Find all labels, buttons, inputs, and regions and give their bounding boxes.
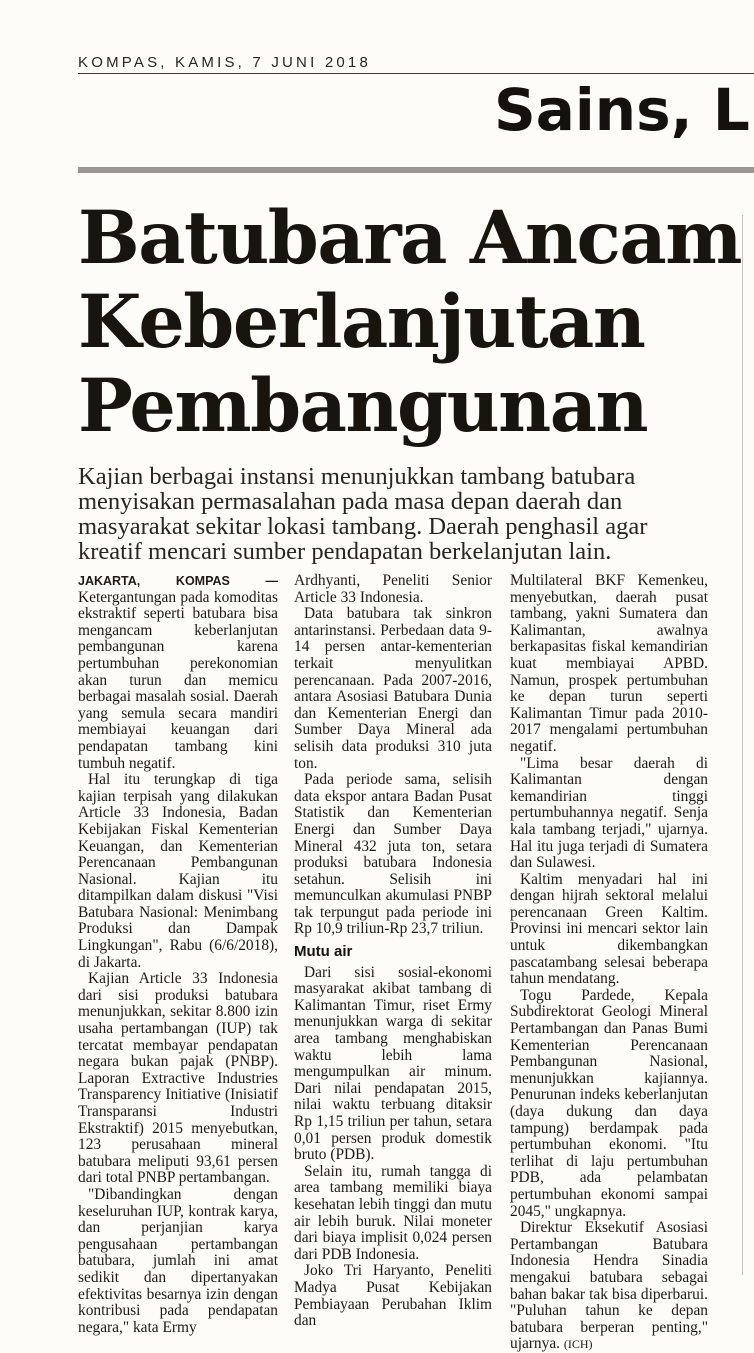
headline-line: Pembangunan <box>78 363 648 449</box>
article-paragraph: "Lima besar daerah di Kalimantan dengan kemandirian tinggi pertumbuhannya negatif. Senja kala tambang terjadi," ujarnya. Hal itu juga terjadi di Sumatera dan Sulawesi. <box>510 754 708 872</box>
section-divider <box>78 167 754 173</box>
deck-line: kreatif mencari sumber pendapatan berkelanjutan lain. <box>78 538 612 565</box>
article-paragraph: Ardhyanti, Peneliti Senior Article 33 Indonesia. <box>294 572 492 606</box>
article-paragraph: Multilateral BKF Kemenkeu, menyebutkan, daerah pusat tambang, yakni Sumatera dan Kalimantan, awalnya berkapasitas fiskal kemandirian kuat membiayai APBD. Namun, prospek pertumbuhan ke depan turun seperti Kalimantan Timur pada 2010-2017 mengalami pertumbuhan negatif. <box>510 572 708 755</box>
article-paragraph: Direktur Eksekutif Asosiasi Pertambangan Batubara Indonesia Hendra Sinadia mengakui batubara sebagai bahan bakar tak bisa diperbarui. "Puluhan tahun ke depan batubara berperan penting," ujarnya. (ICH) <box>510 1219 708 1353</box>
subheading: Mutu air <box>294 943 353 961</box>
article-paragraph: Kaltim menyadari hal ini dengan hijrah sektoral melalui perencanaan Green Kaltim. Provinsi ini mencari sektor lain untuk dikembangkan pascatambang selesai beberapa tahun mendatang. <box>510 870 708 988</box>
byline: (ICH) <box>563 1337 593 1352</box>
column-rule <box>742 215 743 1275</box>
article-paragraph: JAKARTA, KOMPAS — Ketergantungan pada komoditas ekstraktif seperti batubara bisa mengancam keberlanjutan pembangunan karena pertumbuhan perekonomian akan turun dan memicu berbagai masalah sosial. Daerah yang semula secara mandiri membiayai keuangan dari pendapatan tambang kini tumbuh negatif. <box>78 574 278 772</box>
article-column-1 <box>78 573 278 1336</box>
article-paragraph: Pada periode sama, selisih data ekspor antara Badan Pusat Statistik dan Kementerian Energi dan Sumber Daya Mineral 432 juta ton, setara produksi batubara Indonesia setahun. Selisih ini memunculkan akumulasi PNBP tak terpungut pada periode ini Rp 10,9 triliun-Rp 23,7 triliun. <box>294 771 492 938</box>
article-paragraph: Dari sisi sosial-ekonomi masyarakat akibat tambang di Kalimantan Timur, riset Ermy menunjukkan warga di sekitar area tambang menghabiskan waktu lebih lama mengumpulkan air minum. Dari nilai pendapatan 2015, nilai waktu terbuang ditaksir Rp 1,15 triliun per tahun, setara 0,01 persen produk domestik bruto (PDB). <box>294 963 492 1164</box>
dateline: JAKARTA, KOMPAS — <box>78 574 278 588</box>
deck-summary <box>78 464 728 564</box>
deck-line: Kajian berbagai instansi menunjukkan tambang batubara <box>78 463 636 490</box>
article-paragraph: Togu Pardede, Kepala Subdirektorat Geologi Mineral Pertambangan dan Panas Bumi Kementerian Perencanaan Pembangunan Nasional, menunjukkan kajiannya. Penurunan indeks keberlanjutan (daya dukung dan daya tampung) berdampak pada pertumbuhan ekonomi. "Itu terlihat di laju pertumbuhan PDB, ada pelambatan pertumbuhan ekonomi sampai 2045," ungkapnya. <box>510 986 708 1220</box>
article-paragraph: "Dibandingkan dengan keseluruhan IUP, kontrak karya, dan perjanjian karya pengusahaan pertambangan batubara, jumlah ini amat sedikit dan dipertanyakan efektivitas besarnya izin dengan kontribusi pada pendapatan negara," kata Ermy <box>78 1185 278 1336</box>
article-column-3 <box>510 573 708 1353</box>
article-paragraph: Joko Tri Haryanto, Peneliti Madya Pusat Kebijakan Pembiayaan Perubahan Iklim dan <box>294 1262 492 1330</box>
headline <box>78 195 742 449</box>
masthead-rule <box>78 73 754 74</box>
section-title: Sains, L <box>494 76 750 144</box>
article-paragraph: Hal itu terungkap di tiga kajian terpisah yang dilakukan Article 33 Indonesia, Badan Kebijakan Fiskal Kementerian Keuangan, dan Kementerian Perencanaan Pembangunan Nasional. Kajian itu ditampilkan dalam diskusi "Visi Batubara Nasional: Menimbang Produksi dan Dampak Lingkungan", Rabu (6/6/2018), di Jakarta. <box>78 771 278 971</box>
article-paragraph: Kajian Article 33 Indonesia dari sisi produksi batubara menunjukkan, sekitar 8.800 izin usaha pertambangan (IUP) tak tercatat membayar pendapatan negara bukan pajak (PNBP). Laporan Extractive Industries Transparency Initiative (Inisiatif Transparansi Industri Ekstraktif) 2015 menyebutkan, 123 perusahaan mineral batubara meliputi 93,61 persen dari total PNBP pertambangan. <box>78 970 278 1187</box>
headline-line: Batubara Ancam <box>78 195 742 281</box>
article-paragraph: Data batubara tak sinkron antarinstansi. Perbedaan data 9-14 persen antar-kementerian terkait menyulitkan perencanaan. Pada 2007-2016, antara Asosiasi Batubara Dunia dan Kementerian Energi dan Sumber Daya Mineral ada selisih data produksi 310 juta ton. <box>294 605 492 772</box>
masthead-dateline: KOMPAS, KAMIS, 7 JUNI 2018 <box>78 54 371 71</box>
deck-line: menyisakan permasalahan pada masa depan daerah dan <box>78 488 623 515</box>
headline-line: Keberlanjutan <box>78 279 645 365</box>
deck-line: masyarakat sekitar lokasi tambang. Daerah penghasil agar <box>78 513 648 540</box>
article-paragraph: Selain itu, rumah tangga di area tambang memiliki biaya kesehatan lebih tinggi dan mutu air lebih buruk. Nilai moneter dari biaya implisit 0,024 persen dari PDB Indonesia. <box>294 1162 492 1263</box>
article-column-2 <box>294 573 492 1330</box>
